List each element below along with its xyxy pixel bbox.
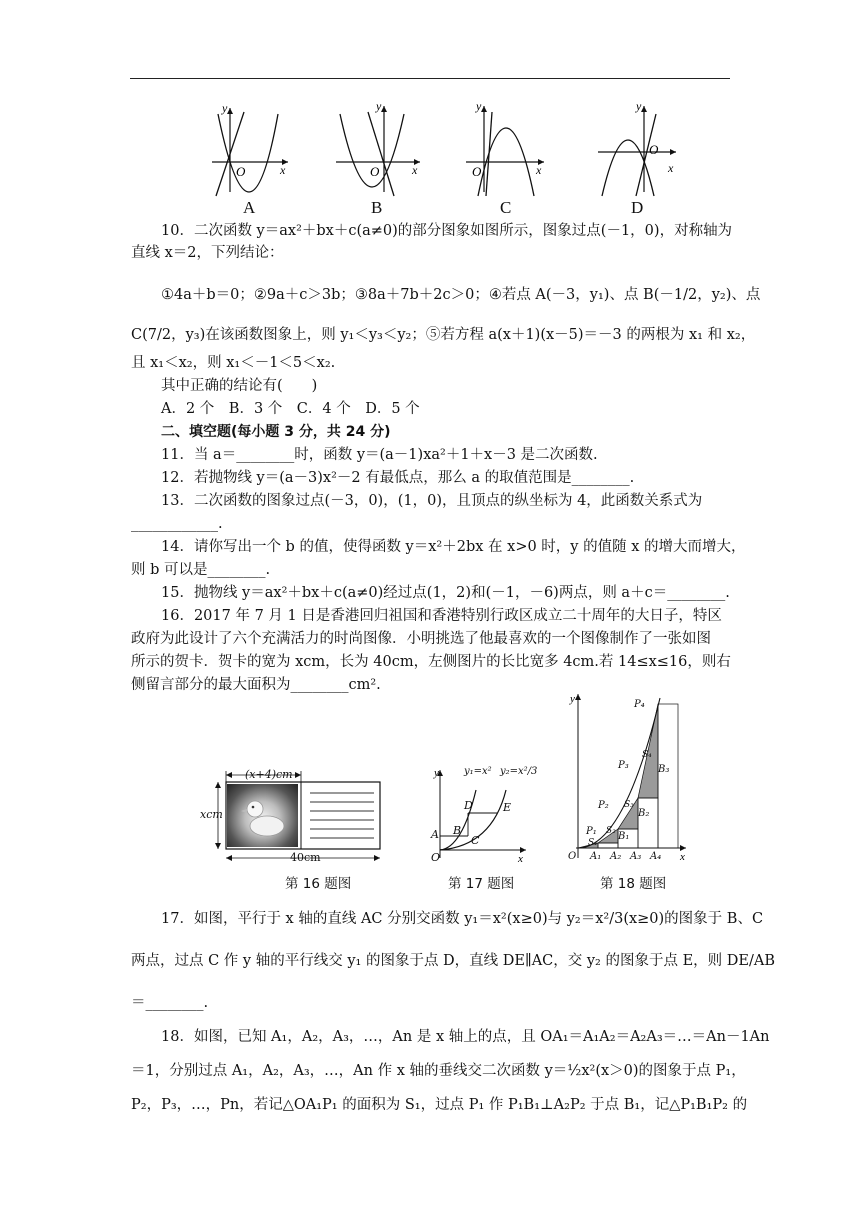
fig17-point-e: E [503, 801, 512, 814]
svg-text:y: y [434, 767, 439, 779]
fig18-s4: S₄ [642, 750, 652, 760]
fig17-point-a: A [431, 828, 439, 841]
svg-text:x: x [536, 163, 542, 177]
header-rule [130, 78, 730, 79]
fig16-caption: 第 16 题图 [285, 876, 352, 892]
figure-17 [426, 764, 536, 864]
q16-line3: 所示的贺卡．贺卡的宽为 xcm，长为 40cm，左侧图片的长比宽多 4cm.若 14≤x≤16，则右 [131, 654, 731, 670]
q10-line3: ①4a＋b＝0；②9a＋c＞3b；③8a＋7b＋2c＞0；④若点 A(－3，y₁)、点 B(－1/2，y₂)、点 [161, 287, 761, 303]
fig18-p3: P₃ [618, 760, 629, 771]
graph-label-c: C [500, 198, 512, 217]
svg-text:x: x [280, 163, 286, 177]
q10-options: A．2 个 B．3 个 C．4 个 D．5 个 [161, 401, 420, 417]
svg-text:O: O [649, 142, 659, 157]
q18-line1: 18．如图，已知 A₁，A₂，A₃，…，An 是 x 轴上的点，且 OA₁＝A₁A₂＝A₂A₃＝…＝An－1An [161, 1029, 770, 1045]
fig18-a1: A₁ [590, 851, 602, 862]
svg-text:O: O [236, 164, 246, 179]
q18-line3: P₂，P₃，…，Pn，若记△OA₁P₁ 的面积为 S₁，过点 P₁ 作 P₁B₁⊥A₂P₂ 于点 B₁，记△P₁B₁P₂ 的 [131, 1097, 748, 1113]
fig17-caption: 第 17 题图 [448, 876, 515, 892]
fig18-a3: A₃ [630, 851, 642, 862]
graph-d [598, 100, 676, 196]
q10-line1: 10．二次函数 y＝ax²＋bx＋c(a≠0)的部分图象如图所示，图象过点(－1，0)，对称轴为 [161, 223, 733, 239]
fig17-point-c: C [471, 834, 480, 847]
svg-text:y: y [636, 100, 642, 113]
q12: 12．若抛物线 y＝(a－3)x²－2 有最低点，那么 a 的取值范围是________. [161, 470, 635, 486]
fig16-top-label: (x+4)cm [245, 768, 293, 781]
fig18-p1: P₁ [586, 826, 597, 837]
svg-text:y: y [222, 101, 228, 115]
fig17-point-b: B [453, 824, 462, 837]
q16-line2: 政府为此设计了六个充满活力的时尚图像．小明挑选了他最喜欢的一个图像制作了一张如图 [131, 631, 711, 647]
fig18-b1: B₁ [618, 831, 630, 842]
svg-text:x: x [668, 161, 674, 175]
fig18-b2: B₂ [638, 808, 650, 819]
fig17-y2-label: y₂=x²/3 [500, 766, 538, 777]
q17-line3: ＝________. [131, 995, 209, 1011]
q10-line6: 其中正确的结论有( ) [161, 378, 318, 394]
fig18-a4: A₄ [650, 851, 662, 862]
fig18-b3: B₃ [658, 764, 670, 775]
graph-label-a: A [243, 198, 256, 217]
fig18-s2: S₂ [606, 826, 616, 836]
graph-label-b: B [371, 198, 383, 217]
fig16-side-label: xcm [200, 808, 223, 821]
svg-text:x: x [680, 851, 685, 863]
svg-text:y: y [570, 693, 575, 705]
q13-line2: ____________. [131, 516, 223, 532]
q14-line1: 14．请你写出一个 b 的值，使得函数 y＝x²＋2bx 在 x>0 时，y 的值随 x 的增大而增大， [161, 539, 746, 555]
fig17-point-d: D [464, 799, 473, 812]
q10-line4: C(7/2，y₃)在该函数图象上，则 y₁＜y₃＜y₂；⑤若方程 a(x＋1)(x－5)＝－3 的两根为 x₁ 和 x₂， [131, 327, 756, 343]
fig18-s3: S₃ [624, 800, 634, 810]
q13-line1: 13．二次函数的图象过点(－3，0)，(1，0)，且顶点的纵坐标为 4，此函数关系式为 [161, 493, 703, 509]
q15: 15．抛物线 y＝ax²＋bx＋c(a≠0)经过点(1，2)和(－1，－6)两点，则 a＋c＝________. [161, 585, 730, 601]
graph-a [212, 101, 288, 196]
graph-b [336, 100, 420, 196]
q16-line4: 侧留言部分的最大面积为________cm². [131, 677, 381, 693]
section-title: 二、填空题(每小题 3 分，共 24 分) [161, 424, 391, 440]
fig18-p4: P₄ [634, 699, 645, 710]
svg-text:O: O [472, 164, 482, 179]
fig17-origin: O [431, 851, 441, 864]
choice-graphs [200, 100, 700, 200]
svg-text:O: O [370, 164, 380, 179]
q16-line1: 16．2017 年 7 月 1 日是香港回归祖国和香港特别行政区成立二十周年的大日子，特区 [161, 608, 722, 624]
q11: 11．当 a＝________时，函数 y＝(a－1)xa²＋1＋x－3 是二次函数. [161, 447, 598, 463]
q18-line2: ＝1，分别过点 A₁，A₂，A₃，…，An 作 x 轴的垂线交二次函数 y＝½x²(x＞0)的图象于点 P₁， [131, 1063, 746, 1079]
svg-text:x: x [518, 853, 523, 864]
fig18-a2: A₂ [610, 851, 622, 862]
fig18-p2: P₂ [598, 800, 609, 811]
q17-line2: 两点，过点 C 作 y 轴的平行线交 y₁ 的图象于点 D，直线 DE∥AC，交 y₂ 的图象于点 E，则 DE/AB [131, 953, 776, 969]
svg-text:x: x [412, 163, 418, 177]
q17-line1: 17．如图，平行于 x 轴的直线 AC 分别交函数 y₁＝x²(x≥0)与 y₂＝x²/3(x≥0)的图象于 B、C [161, 911, 764, 927]
fig18-origin: O [568, 851, 577, 862]
q10-line2: 直线 x＝2，下列结论： [131, 245, 284, 261]
svg-text:y: y [476, 100, 482, 113]
q10-line5: 且 x₁＜x₂，则 x₁＜－1＜5＜x₂. [131, 355, 336, 371]
q14-line2: 则 b 可以是________. [131, 562, 271, 578]
graph-label-d: D [631, 198, 644, 217]
duck-image [240, 792, 290, 842]
fig18-caption: 第 18 题图 [600, 876, 667, 892]
svg-text:y: y [376, 100, 382, 113]
fig16-bottom-label: 40cm [290, 851, 321, 864]
graph-c [466, 100, 544, 196]
fig17-y1-label: y₁=x² [464, 766, 492, 777]
fig18-s1: S₁ [588, 838, 598, 848]
